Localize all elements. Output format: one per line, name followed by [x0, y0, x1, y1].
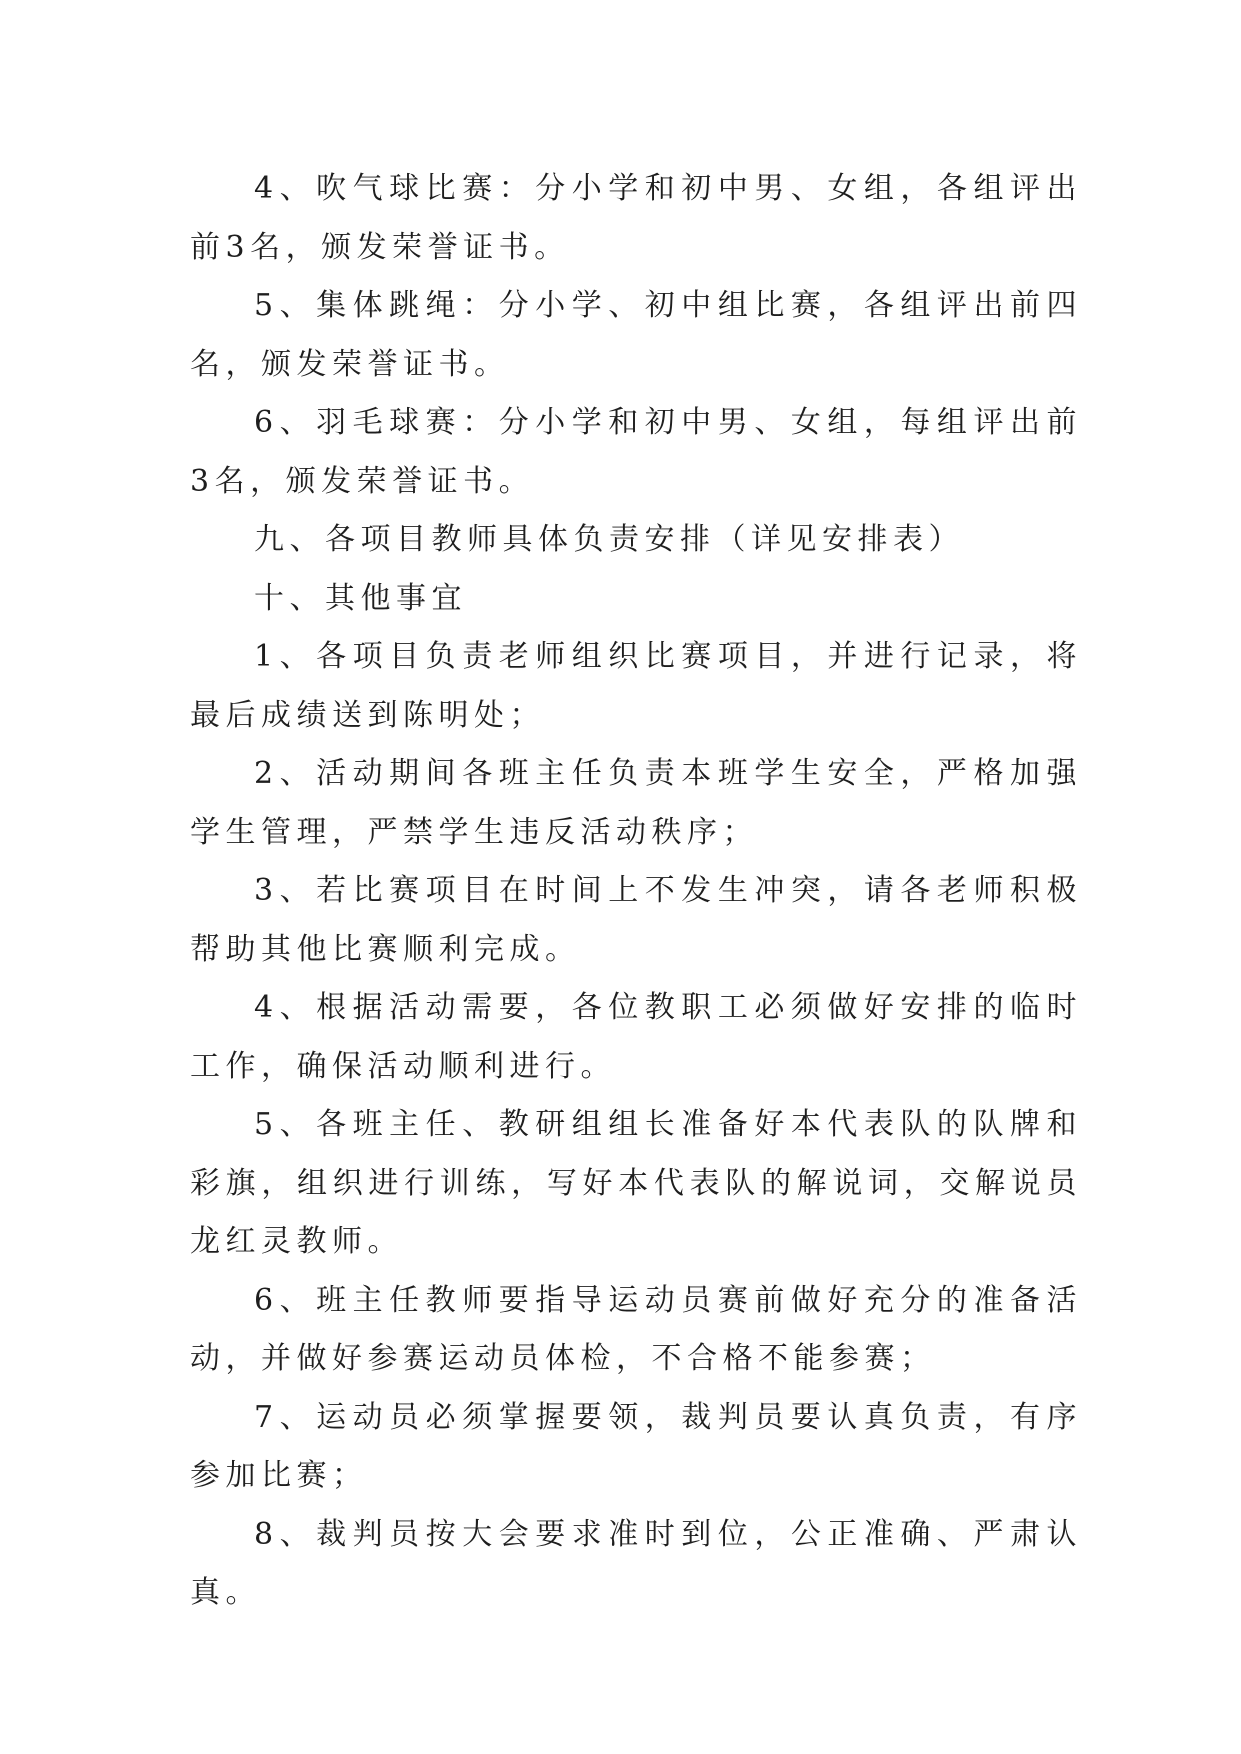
paragraph-item-3: 3、若比赛项目在时间上不发生冲突，请各老师积极帮助其他比赛顺利完成。 — [190, 873, 1082, 967]
paragraph-badminton: 6、羽毛球赛：分小学和初中男、女组，每组评出前3名，颁发荣誉证书。 — [190, 405, 1082, 499]
paragraph-item-8: 8、裁判员按大会要求准时到位，公正准确、严肃认真。 — [190, 1516, 1082, 1610]
paragraph-item-5: 5、各班主任、教研组组长准备好本代表队的队牌和彩旗，组织进行训练，写好本代表队的解说词，交解说员龙红灵教师。 — [190, 1107, 1082, 1259]
paragraph-group-jump-rope: 5、集体跳绳：分小学、初中组比赛，各组评出前四名，颁发荣誉证书。 — [190, 288, 1082, 382]
paragraph-item-4: 4、根据活动需要，各位教职工必须做好安排的临时工作，确保活动顺利进行。 — [190, 990, 1082, 1084]
section-heading-ten: 十、其他事宜 — [254, 580, 467, 616]
paragraph-balloon-contest: 4、吹气球比赛：分小学和初中男、女组，各组评出前3名，颁发荣誉证书。 — [190, 171, 1082, 265]
paragraph-item-2: 2、活动期间各班主任负责本班学生安全，严格加强学生管理，严禁学生违反活动秩序； — [190, 756, 1082, 850]
paragraph-item-1: 1、各项目负责老师组织比赛项目，并进行记录，将最后成绩送到陈明处； — [190, 639, 1082, 733]
paragraph-item-7: 7、运动员必须掌握要领，裁判员要认真负责，有序参加比赛； — [190, 1399, 1082, 1493]
section-heading-nine: 九、各项目教师具体负责安排（详见安排表） — [254, 522, 964, 557]
paragraph-item-6: 6、班主任教师要指导运动员赛前做好充分的准备活动，并做好参赛运动员体检，不合格不能参赛； — [190, 1282, 1082, 1376]
document-body — [190, 160, 1082, 1623]
